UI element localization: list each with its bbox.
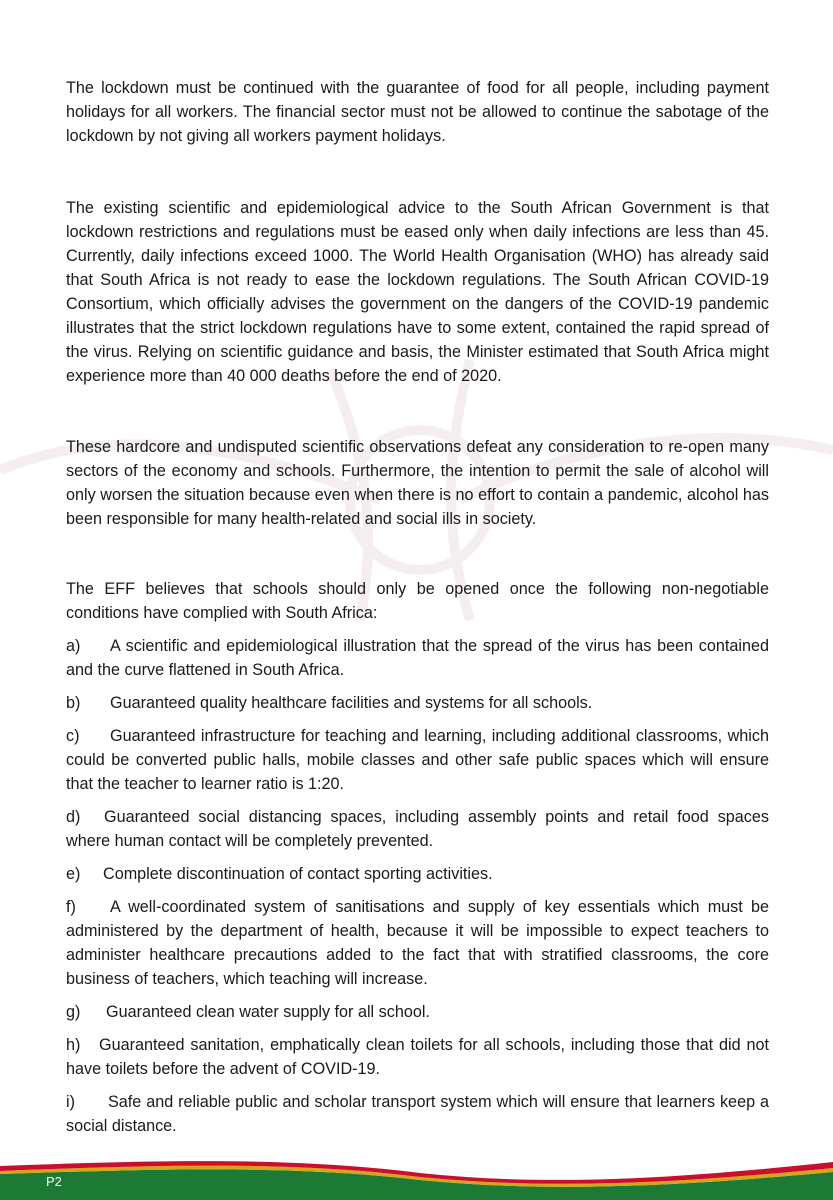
list-item <box>66 691 769 715</box>
list-item-label: e) <box>66 865 81 883</box>
list-item-text: A scientific and epidemiological illustration that the spread of the virus has been contained and the curve flattened in South Africa. <box>66 637 769 679</box>
list-item <box>66 895 769 991</box>
page-number: P2 <box>46 1174 62 1189</box>
conditions-list <box>66 634 769 1138</box>
list-item-label: i) <box>66 1093 75 1111</box>
list-item-label: c) <box>66 727 80 745</box>
list-item <box>66 634 769 682</box>
list-item-text: Complete discontinuation of contact sporting activities. <box>103 865 493 883</box>
paragraph: These hardcore and undisputed scientific observations defeat any consideration to re-open many sectors of the economy and schools. Furthermore, the intention to permit the sale of alcohol will only worsen the situation because even when there is no effort to contain a pandemic, alcohol has been responsible for many health-related and social ills in society. <box>66 438 769 528</box>
list-item-text: Guaranteed quality healthcare facilities and systems for all schools. <box>110 694 593 712</box>
list-item <box>66 1090 769 1138</box>
list-item-text: Guaranteed clean water supply for all school. <box>106 1003 430 1021</box>
list-item-label: d) <box>66 808 81 826</box>
document-body <box>66 76 769 1147</box>
list-item-label: a) <box>66 637 81 655</box>
list-item-text: A well-coordinated system of sanitisations and supply of key essentials which must be administered by the department of health, because it will be impossible to expect teachers to administer healthcare precautions added to the fact that with stratified classrooms, the core business of teachers, which teaching will increase. <box>66 898 769 988</box>
paragraph: The lockdown must be continued with the guarantee of food for all people, including payment holidays for all workers. The financial sector must not be allowed to continue the sabotage of the lockdown by not giving all workers payment holidays. <box>66 79 769 145</box>
list-item <box>66 724 769 796</box>
list-item <box>66 1000 769 1024</box>
list-item-text: Safe and reliable public and scholar transport system which will ensure that learners keep a social distance. <box>66 1093 769 1135</box>
list-item <box>66 1033 769 1081</box>
list-item-label: g) <box>66 1003 81 1021</box>
list-item-label: h) <box>66 1036 81 1054</box>
list-item-text: Guaranteed sanitation, emphatically clean toilets for all schools, including those that did not have toilets before the advent of COVID-19. <box>66 1036 769 1078</box>
footer-band <box>0 1158 833 1200</box>
list-item-text: Guaranteed infrastructure for teaching and learning, including additional classrooms, which could be converted public halls, mobile classes and other safe public spaces which will ensure that the teacher to learner ratio is 1:20. <box>66 727 769 793</box>
list-item <box>66 862 769 886</box>
list-item-label: b) <box>66 694 81 712</box>
list-item-text: Guaranteed social distancing spaces, including assembly points and retail food spaces where human contact will be completely prevented. <box>66 808 769 850</box>
footer-wave <box>0 1158 833 1200</box>
list-item <box>66 805 769 853</box>
list-item-label: f) <box>66 898 76 916</box>
paragraph: The existing scientific and epidemiological advice to the South African Government is that lockdown restrictions and regulations must be eased only when daily infections are less than 45. Currently, daily infections exceed 1000. The World Health Organisation (WHO) has already said that South Africa is not ready to ease the lockdown regulations. The South African COVID-19 Consortium, which officially advises the government on the dangers of the COVID-19 pandemic illustrates that the strict lockdown regulations have to some extent, contained the rapid spread of the virus. Relying on scientific guidance and basis, the Minister estimated that South Africa might experience more than 40 000 deaths before the end of 2020. <box>66 199 769 385</box>
conditions-intro: The EFF believes that schools should only be opened once the following non-negotiable conditions have complied with South Africa: <box>66 580 769 622</box>
